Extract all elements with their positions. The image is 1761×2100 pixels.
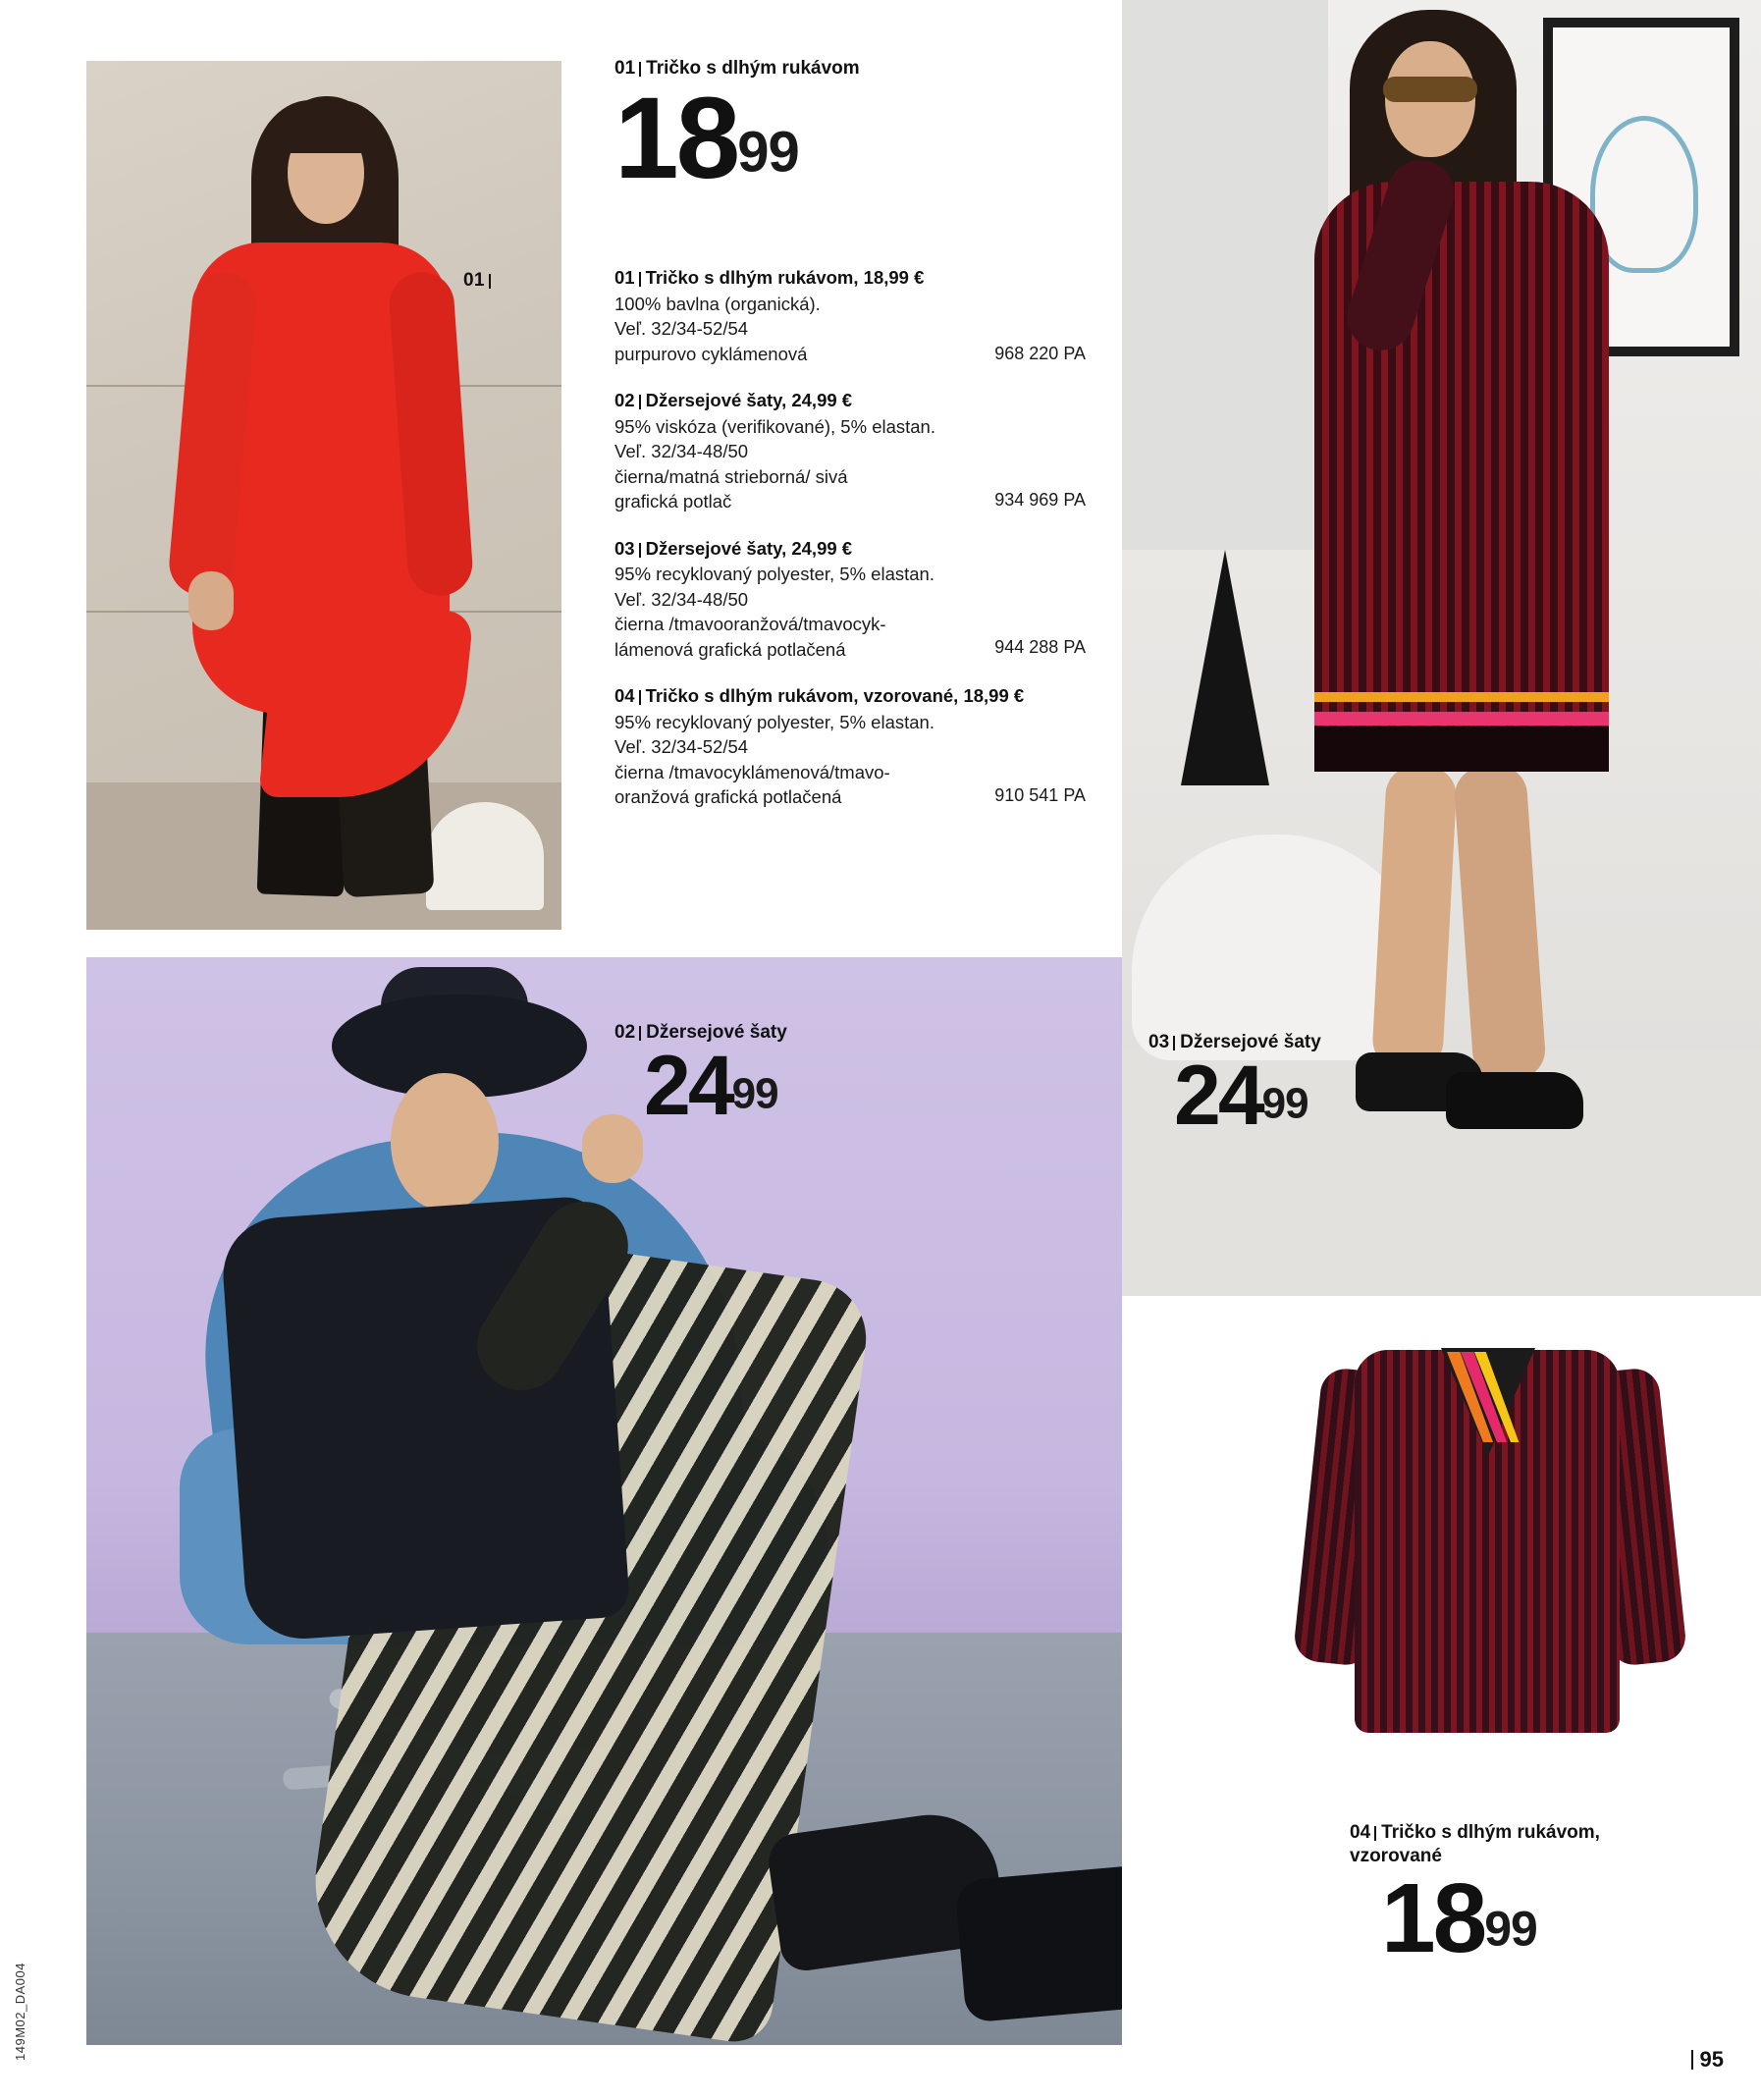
- price-amount-01: [614, 73, 860, 203]
- description-item: [614, 388, 1086, 514]
- price-block-04: [1350, 1821, 1674, 1973]
- item-heading: Džersejové šaty, 24,99 €: [645, 390, 853, 411]
- model-leg-right: [1453, 764, 1547, 1082]
- size-line: Veľ. 32/34-52/54: [614, 318, 749, 340]
- sunglasses: [1383, 77, 1477, 102]
- product-description-list: [614, 265, 1086, 832]
- material-line: 95% recyklovaný polyester, 5% elastan.: [614, 564, 934, 585]
- model-hand: [582, 1114, 643, 1183]
- price-integer: 24: [644, 1038, 732, 1133]
- heading-rule: [639, 272, 641, 287]
- folio-rule: [1691, 2050, 1693, 2070]
- color-article-row: [614, 464, 1086, 514]
- product-photo-patterned-shirt: [1294, 1319, 1686, 1784]
- garment-hem: [1314, 727, 1609, 772]
- size-line: Veľ. 32/34-48/50: [614, 588, 749, 610]
- color-line: čierna/matná strieborná/ sivá grafická potlač: [614, 465, 848, 512]
- color-line: purpurovo cyklámenová: [614, 343, 808, 364]
- color-article-row: [614, 612, 1086, 662]
- model-shoe-right: [1446, 1072, 1583, 1129]
- description-heading-row: [614, 536, 1086, 562]
- description-heading-row: [614, 683, 1027, 709]
- item-number: 04: [614, 685, 635, 707]
- article-number: 910 541 PA: [994, 784, 1086, 805]
- price-block-03: [1148, 1031, 1321, 1143]
- price-block-01: [614, 57, 860, 203]
- heading-rule: [639, 543, 641, 558]
- item-title: Džersejové šaty: [646, 1022, 787, 1043]
- item-number: 03: [614, 537, 635, 559]
- heading-rule: [639, 690, 641, 705]
- item-number: 03: [1148, 1032, 1170, 1052]
- article-number: 944 288 PA: [994, 637, 1086, 658]
- item-heading: Džersejové šaty, 24,99 €: [645, 537, 853, 559]
- decorative-stool: [426, 802, 544, 910]
- item-number: 01: [614, 267, 635, 288]
- heading-rule: [639, 395, 641, 409]
- color-article-row: [614, 342, 1086, 367]
- price-integer: 24: [1174, 1048, 1262, 1143]
- price-decimal: 99: [1484, 1901, 1537, 1957]
- photo-number-badge-01: [463, 270, 496, 292]
- price-amount-02: [644, 1038, 787, 1133]
- badge-number: 01: [463, 270, 485, 291]
- item-title: Tričko s dlhým rukávom: [646, 58, 860, 79]
- badge-rule: [489, 274, 491, 289]
- decorative-cone: [1181, 550, 1269, 785]
- item-number: 01: [614, 58, 636, 79]
- title-rule: [639, 1026, 641, 1041]
- garment-jersey-dress: [1314, 182, 1609, 771]
- price-block-02: [614, 1021, 787, 1133]
- product-photo-zebra-dress: [86, 957, 1122, 2045]
- model-hand-left: [188, 571, 234, 630]
- price-decimal: 99: [1261, 1079, 1308, 1128]
- article-number: 968 220 PA: [994, 343, 1086, 363]
- article-number: 934 969 PA: [994, 489, 1086, 510]
- description-item: [614, 536, 1086, 663]
- size-line: Veľ. 32/34-52/54: [614, 736, 749, 758]
- price-decimal: 99: [731, 1069, 778, 1118]
- color-article-row: [614, 760, 1086, 810]
- material-line: 100% bavlna (organická).: [614, 293, 821, 314]
- price-amount-03: [1174, 1048, 1321, 1143]
- material-line: 95% viskóza (verifikované), 5% elastan.: [614, 415, 935, 437]
- price-amount-04: [1381, 1862, 1674, 1973]
- decorative-wall-panel: [1122, 0, 1328, 550]
- model-leg-left: [1371, 764, 1458, 1071]
- item-title: Džersejové šaty: [1180, 1032, 1321, 1052]
- material-line: 95% recyklovaný polyester, 5% elastan.: [614, 711, 934, 732]
- price-decimal: 99: [737, 120, 799, 185]
- description-item: [614, 683, 1086, 810]
- price-title-row: [1350, 1821, 1674, 1868]
- product-photo-red-tunic: [86, 61, 561, 930]
- color-line: čierna /tmavocyklámenová/tmavo- oranžová grafická potlačená: [614, 761, 890, 808]
- spine-code: 149M02_DA004: [13, 1963, 27, 2061]
- item-number: 02: [614, 390, 635, 411]
- item-heading: Tričko s dlhým rukávom, vzorované, 18,99 €: [645, 685, 1025, 707]
- item-title: Tričko s dlhým rukávom, vzorované: [1350, 1822, 1600, 1866]
- item-number: 04: [1350, 1822, 1371, 1843]
- item-number: 02: [614, 1022, 636, 1043]
- price-integer: 18: [1381, 1862, 1485, 1973]
- title-rule: [1374, 1826, 1376, 1841]
- model-boot-right: [954, 1859, 1122, 2022]
- price-integer: 18: [614, 73, 738, 203]
- size-line: Veľ. 32/34-48/50: [614, 441, 749, 462]
- folio-number: 95: [1699, 2047, 1724, 2072]
- color-line: čierna /tmavooranžová/tmavocyk- lámenová grafická potlačená: [614, 614, 886, 660]
- description-heading-row: [614, 265, 1086, 291]
- page-number: [1691, 2047, 1724, 2073]
- description-heading-row: [614, 388, 1086, 413]
- item-heading: Tričko s dlhým rukávom, 18,99 €: [645, 267, 925, 288]
- model-face: [391, 1073, 499, 1211]
- description-item: [614, 265, 1086, 366]
